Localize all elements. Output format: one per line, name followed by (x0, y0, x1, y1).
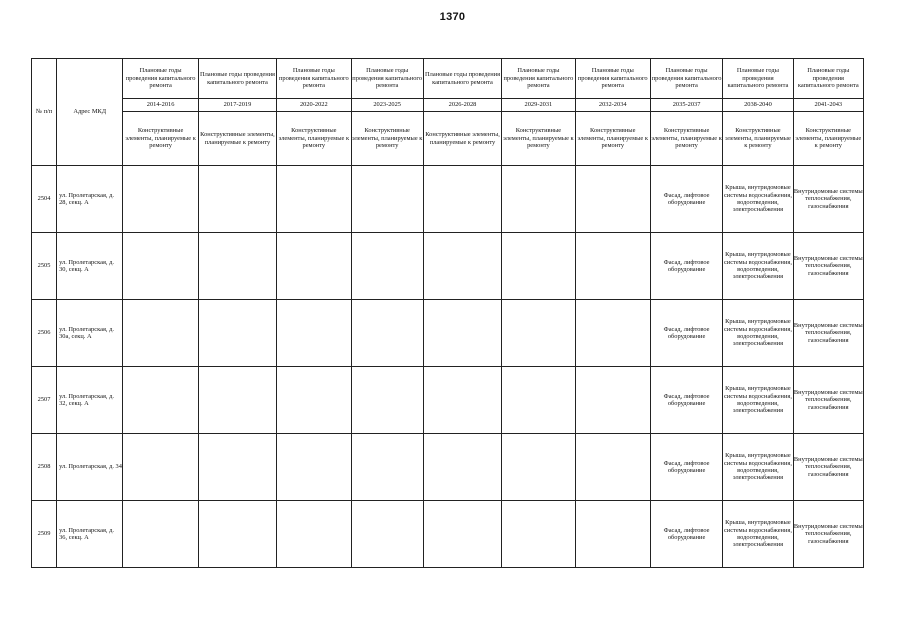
repair-cell (575, 300, 650, 367)
row-address: ул. Пролетарская, д. 32, секц. А (57, 367, 123, 434)
row-number: 2504 (32, 166, 57, 233)
period-years: 2026-2028 (423, 99, 501, 112)
period-subheader: Конструктивные элементы, планируемые к ремонту (575, 112, 650, 166)
repair-cell (502, 300, 575, 367)
repair-cell (277, 233, 351, 300)
repair-cell: Внутридомовые системы теплоснабжения, газоснабжения (793, 233, 863, 300)
row-number: 2508 (32, 434, 57, 501)
period-header: Плановые годы проведения капитального ремонта (351, 59, 423, 99)
column-header-number: № п/п (32, 59, 57, 166)
repair-cell: Фасад, лифтовое оборудование (650, 300, 722, 367)
repair-cell: Крыша, внутридомовые системы водоснабжения, водоотведения, электроснабжения (723, 300, 793, 367)
repair-cell (123, 166, 198, 233)
repair-cell (575, 166, 650, 233)
column-header-address: Адрес МКД (57, 59, 123, 166)
row-number: 2506 (32, 300, 57, 367)
repair-cell: Крыша, внутридомовые системы водоснабжения, водоотведения, электроснабжения (723, 501, 793, 568)
period-header: Плановые годы проведения капитального ремонта (423, 59, 501, 99)
repair-cell: Внутридомовые системы теплоснабжения, газоснабжения (793, 434, 863, 501)
repair-cell (502, 166, 575, 233)
period-subheader: Конструктивные элементы, планируемые к ремонту (277, 112, 351, 166)
repair-cell (277, 300, 351, 367)
repair-cell (423, 166, 501, 233)
period-years: 2038-2040 (723, 99, 793, 112)
period-header: Плановые годы проведения капитального ремонта (650, 59, 722, 99)
period-years: 2041-2043 (793, 99, 863, 112)
table-body (32, 166, 864, 568)
row-number: 2509 (32, 501, 57, 568)
repair-cell: Фасад, лифтовое оборудование (650, 233, 722, 300)
repair-cell: Крыша, внутридомовые системы водоснабжения, водоотведения, электроснабжения (723, 434, 793, 501)
repair-cell: Фасад, лифтовое оборудование (650, 501, 722, 568)
repair-cell (277, 166, 351, 233)
table-row (32, 166, 864, 233)
repair-cell: Внутридомовые системы теплоснабжения, газоснабжения (793, 367, 863, 434)
repair-cell: Фасад, лифтовое оборудование (650, 166, 722, 233)
table-row (32, 501, 864, 568)
period-header: Плановые годы проведения капитального ремонта (723, 59, 793, 99)
period-subheader: Конструктивные элементы, планируемые к ремонту (423, 112, 501, 166)
repair-cell: Фасад, лифтовое оборудование (650, 367, 722, 434)
repair-cell (423, 434, 501, 501)
repair-cell (502, 367, 575, 434)
period-years: 2020-2022 (277, 99, 351, 112)
table-row (32, 300, 864, 367)
repair-cell (575, 434, 650, 501)
repair-cell: Крыша, внутридомовые системы водоснабжения, водоотведения, электроснабжения (723, 367, 793, 434)
row-address: ул. Пролетарская, д. 30, секц. А (57, 233, 123, 300)
repair-cell: Фасад, лифтовое оборудование (650, 434, 722, 501)
row-number: 2507 (32, 367, 57, 434)
repair-cell (351, 434, 423, 501)
repair-cell (502, 501, 575, 568)
period-header: Плановые годы проведения капитального ремонта (277, 59, 351, 99)
repair-cell (198, 367, 276, 434)
period-subheader: Конструктивные элементы, планируемые к ремонту (351, 112, 423, 166)
repair-cell (351, 367, 423, 434)
repair-cell: Крыша, внутридомовые системы водоснабжения, водоотведения, электроснабжения (723, 233, 793, 300)
period-years: 2014-2016 (123, 99, 198, 112)
period-header: Плановые годы проведения капитального ремонта (123, 59, 198, 99)
repair-cell (123, 501, 198, 568)
repair-cell (277, 501, 351, 568)
repair-cell (423, 233, 501, 300)
period-header: Плановые годы проведения капитального ремонта (198, 59, 276, 99)
period-subheader: Конструктивные элементы, планируемые к ремонту (723, 112, 793, 166)
repair-cell: Внутридомовые системы теплоснабжения, газоснабжения (793, 501, 863, 568)
repair-cell (575, 233, 650, 300)
repair-cell (198, 166, 276, 233)
capital-repair-table (31, 58, 864, 568)
repair-cell (198, 501, 276, 568)
period-subheader: Конструктивные элементы, планируемые к ремонту (793, 112, 863, 166)
table-row (32, 434, 864, 501)
repair-cell (123, 233, 198, 300)
period-subheader: Конструктивные элементы, планируемые к ремонту (502, 112, 575, 166)
page-number: 1370 (439, 11, 466, 23)
period-years: 2035-2037 (650, 99, 722, 112)
repair-cell: Внутридомовые системы теплоснабжения, газоснабжения (793, 166, 863, 233)
row-number: 2505 (32, 233, 57, 300)
repair-cell (351, 501, 423, 568)
repair-cell (198, 233, 276, 300)
repair-cell: Внутридомовые системы теплоснабжения, газоснабжения (793, 300, 863, 367)
period-years: 2029-2031 (502, 99, 575, 112)
repair-cell (351, 300, 423, 367)
period-years: 2032-2034 (575, 99, 650, 112)
repair-cell (123, 367, 198, 434)
repair-cell (198, 300, 276, 367)
period-years: 2023-2025 (351, 99, 423, 112)
period-subheader: Конструктивные элементы, планируемые к ремонту (198, 112, 276, 166)
repair-cell (123, 434, 198, 501)
repair-cell (198, 434, 276, 501)
repair-cell (502, 434, 575, 501)
period-header: Плановые годы проведения капитального ремонта (793, 59, 863, 99)
table-row (32, 233, 864, 300)
repair-cell (575, 367, 650, 434)
table-row (32, 367, 864, 434)
repair-cell (277, 434, 351, 501)
repair-cell (351, 166, 423, 233)
period-header: Плановые годы проведения капитального ремонта (502, 59, 575, 99)
period-years: 2017-2019 (198, 99, 276, 112)
repair-cell (351, 233, 423, 300)
period-subheader: Конструктивные элементы, планируемые к ремонту (650, 112, 722, 166)
row-address: ул. Пролетарская, д. 28, секц. А (57, 166, 123, 233)
period-subheader: Конструктивные элементы, планируемые к ремонту (123, 112, 198, 166)
repair-cell (123, 300, 198, 367)
repair-cell (277, 367, 351, 434)
row-address: ул. Пролетарская, д. 30а, секц. А (57, 300, 123, 367)
repair-cell (502, 233, 575, 300)
repair-cell (423, 300, 501, 367)
repair-cell (423, 501, 501, 568)
repair-cell: Крыша, внутридомовые системы водоснабжения, водоотведения, электроснабжения (723, 166, 793, 233)
period-header: Плановые годы проведения капитального ремонта (575, 59, 650, 99)
row-address: ул. Пролетарская, д. 36, секц. А (57, 501, 123, 568)
row-address: ул. Пролетарская, д. 34 (57, 434, 123, 501)
repair-cell (575, 501, 650, 568)
repair-cell (423, 367, 501, 434)
